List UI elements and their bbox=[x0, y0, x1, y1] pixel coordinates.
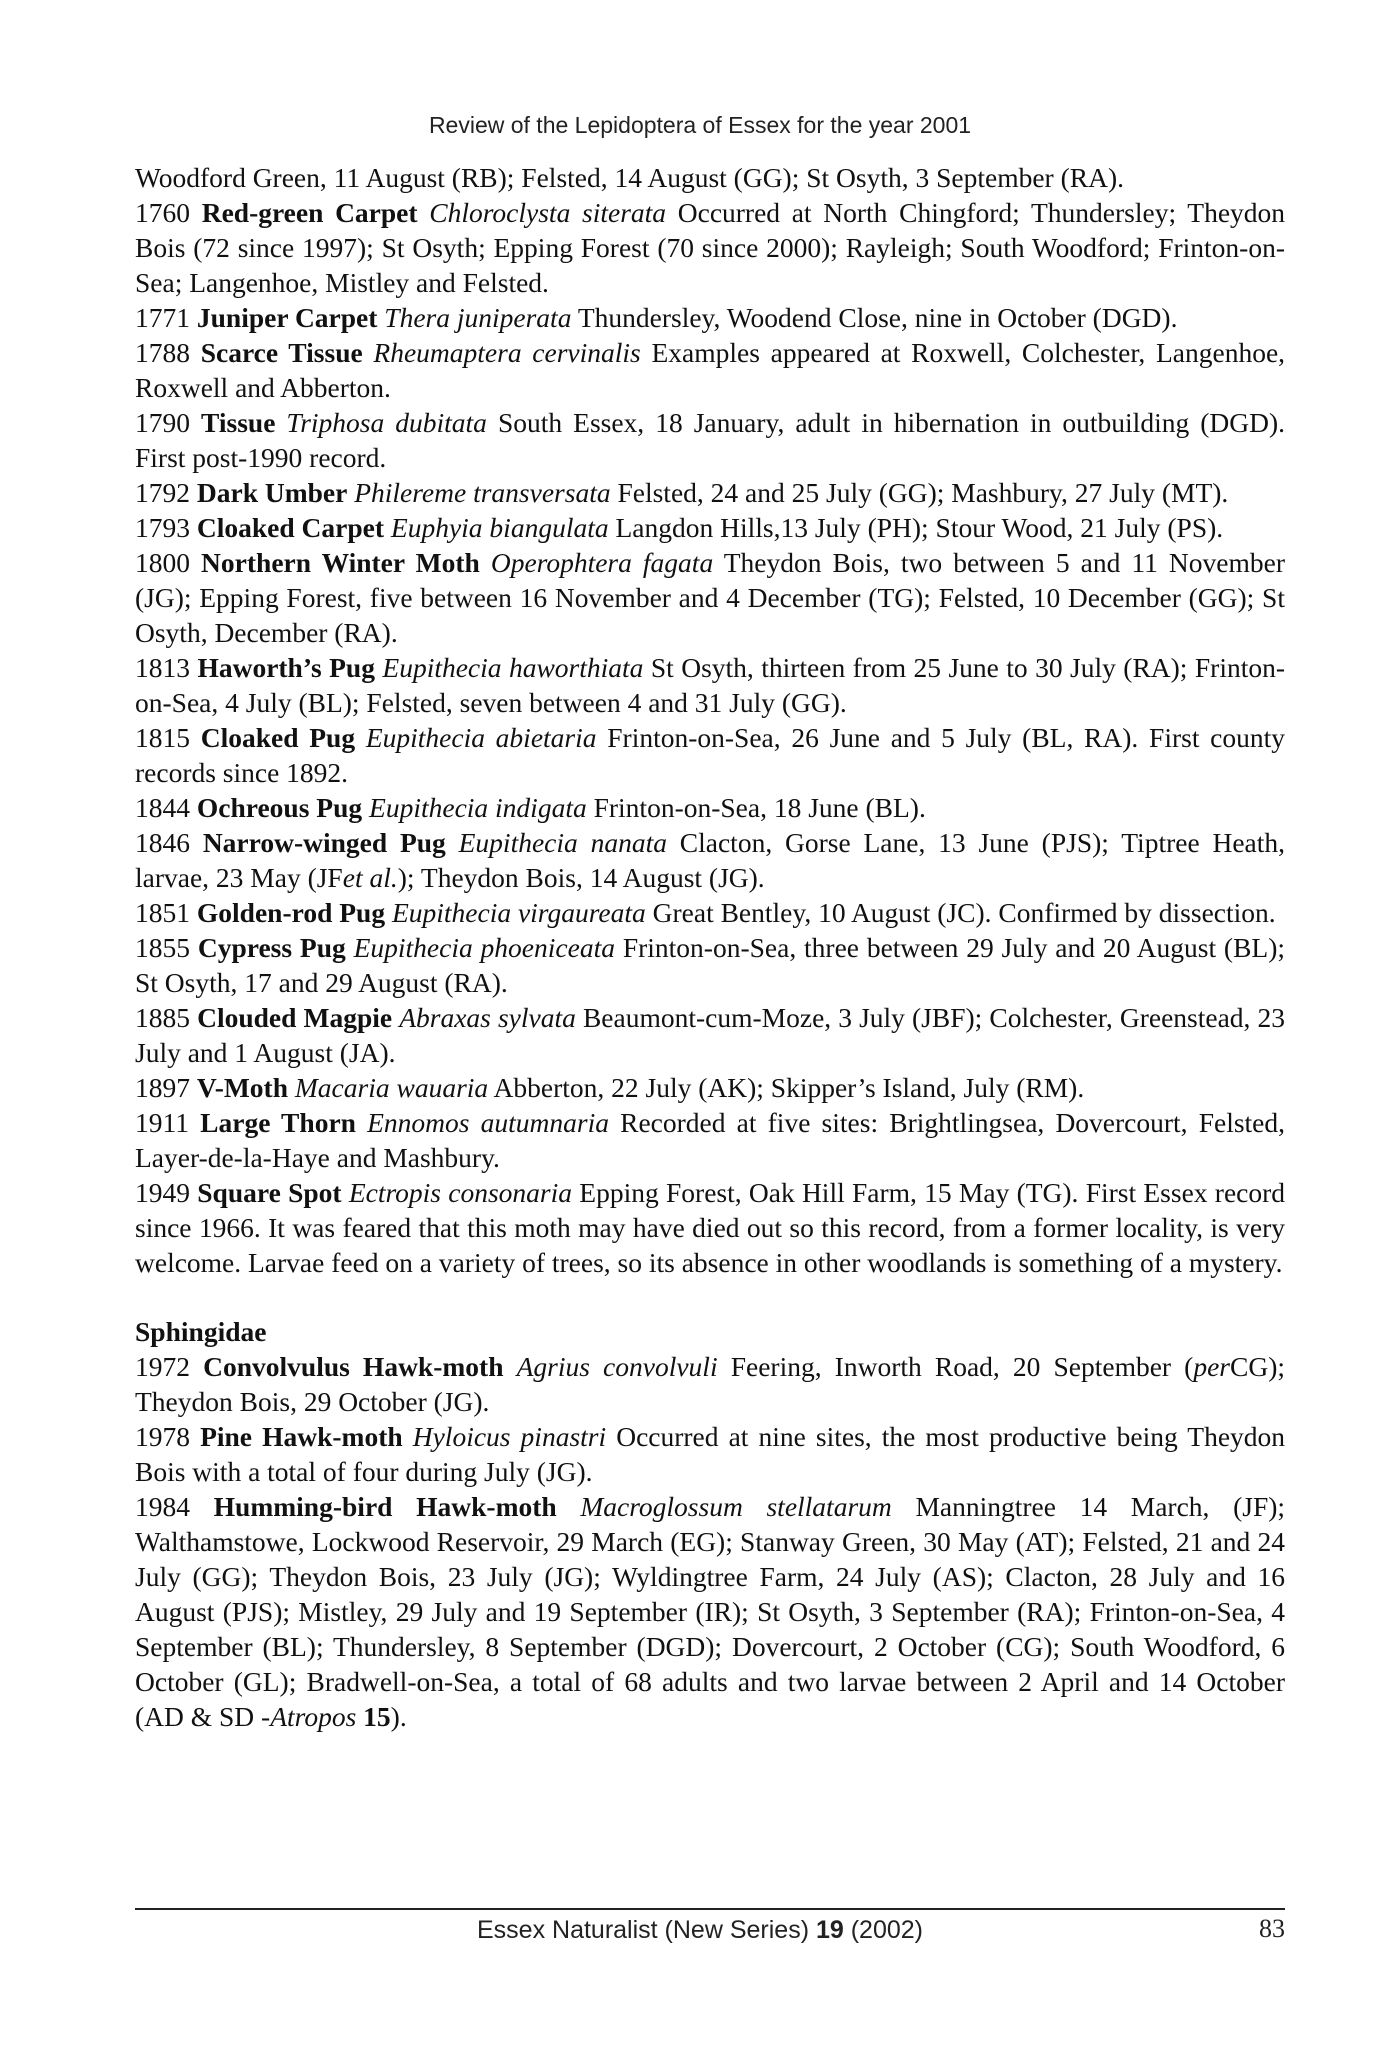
latin-name: Thera juniperata bbox=[384, 302, 572, 333]
common-name: Square Spot bbox=[197, 1177, 342, 1208]
latin-name: Philereme transversata bbox=[354, 477, 611, 508]
record-italic: et al. bbox=[342, 862, 398, 893]
journal-volume: 19 bbox=[815, 1916, 844, 1944]
latin-name: Triphosa dubitata bbox=[286, 407, 487, 438]
record-text: Occurred at nine sites, the most productive being Theydon Bois with a total of four during July (JG). bbox=[135, 1421, 1286, 1487]
species-entry bbox=[135, 475, 1285, 510]
species-entry bbox=[135, 300, 1285, 335]
latin-name: Macroglossum stellatarum bbox=[580, 1491, 892, 1522]
common-name: Northern Winter Moth bbox=[201, 547, 480, 578]
common-name: Ochreous Pug bbox=[196, 792, 363, 823]
species-entry bbox=[135, 650, 1285, 720]
record-text: Felsted, 24 and 25 July (GG); Mashbury, 27 July (MT). bbox=[617, 477, 1229, 508]
species-entry bbox=[135, 1070, 1285, 1105]
latin-name: Ennomos autumnaria bbox=[367, 1107, 609, 1138]
species-number: 1790 bbox=[135, 407, 190, 438]
record-text: Frinton-on-Sea, 18 June (BL). bbox=[593, 792, 926, 823]
record-text: Manningtree 14 March, (JF); Walthamstowe, Lockwood Reservoir, 29 March (EG); Stanway Green, 30 May (AT); Felsted, 21 and 24 July (GG); Theydon Bois, 23 July (JG); Wyldingtree Farm, 24 July (AS); Clacton, 28 July and 16 August (PJS); Mistley, 29 July and 19 September (IR); St Osyth, 3 September (RA); Frinton-on-Sea, 4 September (BL); Thundersley, 8 September (DGD); Dovercourt, 2 October (CG); South Woodford, 6 October (GL); Bradwell-on-Sea, a total of 68 adults and two larvae between 2 April and 14 October (AD & SD - bbox=[135, 1491, 1286, 1732]
species-entry bbox=[135, 895, 1285, 930]
species-number: 1813 bbox=[135, 652, 190, 683]
species-entry bbox=[135, 510, 1285, 545]
common-name: Cloaked Pug bbox=[200, 722, 356, 753]
record-text: Thundersley, Woodend Close, nine in October (DGD). bbox=[577, 302, 1178, 333]
species-entry bbox=[135, 1489, 1285, 1734]
species-number: 1846 bbox=[135, 827, 190, 858]
common-name: Pine Hawk-moth bbox=[200, 1421, 403, 1452]
species-number: 1771 bbox=[135, 302, 190, 333]
record-text: Occurred at North Chingford; Thundersley; Theydon Bois (72 since 1997); St Osyth; Epping Forest (70 since 2000); Rayleigh; South Woodford; Frinton-on-Sea; Langenhoe, Mistley and Felsted. bbox=[135, 197, 1286, 298]
record-text: St Osyth, thirteen from 25 June to 30 July (RA); Frinton-on-Sea, 4 July (BL); Felsted, seven between 4 and 31 July (GG). bbox=[135, 652, 1286, 718]
species-entry bbox=[135, 405, 1285, 475]
record-text: Frinton-on-Sea, three between 29 July and 20 August (BL); St Osyth, 17 and 29 August (RA). bbox=[135, 932, 1286, 998]
species-number: 1885 bbox=[135, 1002, 190, 1033]
record-italic: per bbox=[1193, 1351, 1231, 1382]
record-text: Langdon Hills,13 July (PH); Stour Wood, 21 July (PS). bbox=[615, 512, 1224, 543]
species-entry bbox=[135, 545, 1285, 650]
species-list bbox=[135, 160, 1285, 1280]
record-text: Woodford Green, 11 August (RB); Felsted, 14 August (GG); St Osyth, 3 September (RA). bbox=[135, 162, 1124, 193]
species-entry bbox=[135, 1000, 1285, 1070]
latin-name: Eupithecia nanata bbox=[458, 827, 667, 858]
latin-name: Ectropis consonaria bbox=[348, 1177, 573, 1208]
record-text: Epping Forest, Oak Hill Farm, 15 May (TG). First Essex record since 1966. It was feared that this moth may have died out so this record, from a former locality, is very welcome. Larvae feed on a variety of trees, so its absence in other woodlands is something of a mystery. bbox=[135, 1177, 1286, 1278]
record-text: Frinton-on-Sea, 26 June and 5 July (BL, RA). First county records since 1892. bbox=[135, 722, 1286, 788]
species-entry bbox=[135, 1349, 1285, 1419]
record-text-continued: CG); Theydon Bois, 29 October (JG). bbox=[135, 1351, 1286, 1417]
species-entry bbox=[135, 160, 1285, 195]
species-number: 1800 bbox=[135, 547, 190, 578]
record-text-continued: ); Theydon Bois, 14 August (JG). bbox=[397, 862, 765, 893]
record-text: Feering, Inworth Road, 20 September ( bbox=[730, 1351, 1194, 1382]
common-name: Narrow-winged Pug bbox=[202, 827, 446, 858]
common-name: Dark Umber bbox=[196, 477, 348, 508]
running-head: Review of the Lepidoptera of Essex for the year 2001 bbox=[428, 112, 972, 138]
species-entry bbox=[135, 195, 1285, 300]
journal-name: Essex Naturalist (New Series) bbox=[476, 1916, 810, 1944]
latin-name: Eupithecia indigata bbox=[369, 792, 587, 823]
common-name: V-Moth bbox=[196, 1072, 289, 1103]
common-name: Clouded Magpie bbox=[197, 1002, 393, 1033]
record-text: Beaumont-cum-Moze, 3 July (JBF); Colchester, Greenstead, 23 July and 1 August (JA). bbox=[135, 1002, 1286, 1068]
record-text: Recorded at five sites: Brightlingsea, Dovercourt, Felsted, Layer-de-la-Haye and Mashbury. bbox=[135, 1107, 1286, 1173]
page-number: 83 bbox=[1259, 1914, 1285, 1943]
species-number: 1792 bbox=[135, 477, 190, 508]
common-name: Convolvulus Hawk-moth bbox=[203, 1351, 504, 1382]
latin-name: Macaria wauaria bbox=[294, 1072, 489, 1103]
common-name: Haworth’s Pug bbox=[197, 652, 375, 683]
common-name: Cypress Pug bbox=[197, 932, 346, 963]
species-number: 1949 bbox=[135, 1177, 190, 1208]
common-name: Large Thorn bbox=[200, 1107, 356, 1138]
species-number: 1815 bbox=[135, 722, 190, 753]
latin-name: Eupithecia abietaria bbox=[365, 722, 597, 753]
record-text: Abberton, 22 July (AK); Skipper’s Island, July (RM). bbox=[493, 1072, 1085, 1103]
species-entry bbox=[135, 1175, 1285, 1280]
species-number: 1793 bbox=[135, 512, 190, 543]
latin-name: Chloroclysta siterata bbox=[429, 197, 667, 228]
common-name: Tissue bbox=[201, 407, 276, 438]
section-species-list bbox=[135, 1349, 1285, 1734]
species-number: 1788 bbox=[135, 337, 190, 368]
latin-name: Operophtera fagata bbox=[490, 547, 714, 578]
record-text: Theydon Bois, two between 5 and 11 November (JG); Epping Forest, five between 16 November and 4 December (TG); Felsted, 10 December (GG); St Osyth, December (RA). bbox=[135, 547, 1285, 648]
record-text-continued: ). bbox=[390, 1701, 407, 1732]
species-number: 1855 bbox=[135, 932, 190, 963]
species-entry bbox=[135, 1419, 1285, 1489]
record-text: Clacton, Gorse Lane, 13 June (PJS); Tiptree Heath, larvae, 23 May (JF bbox=[135, 827, 1286, 893]
common-name: Scarce Tissue bbox=[200, 337, 363, 368]
common-name: Humming-bird Hawk-moth bbox=[213, 1491, 557, 1522]
species-entry bbox=[135, 1105, 1285, 1175]
species-entry bbox=[135, 335, 1285, 405]
species-number: 1851 bbox=[135, 897, 190, 928]
species-number: 1984 bbox=[135, 1491, 190, 1522]
latin-name: Eupithecia phoeniceata bbox=[353, 932, 615, 963]
species-number: 1844 bbox=[135, 792, 190, 823]
latin-name: Agrius convolvuli bbox=[516, 1351, 718, 1382]
species-number: 1897 bbox=[135, 1072, 190, 1103]
latin-name: Eupithecia haworthiata bbox=[382, 652, 644, 683]
latin-name: Euphyia biangulata bbox=[390, 512, 609, 543]
common-name: Juniper Carpet bbox=[196, 302, 378, 333]
common-name: Cloaked Carpet bbox=[196, 512, 385, 543]
footer-rule bbox=[135, 1908, 1285, 1910]
common-name: Golden-rod Pug bbox=[196, 897, 386, 928]
journal-year: (2002) bbox=[850, 1916, 923, 1944]
common-name: Red-green Carpet bbox=[201, 197, 418, 228]
record-italic: Atropos bbox=[270, 1701, 357, 1732]
record-text: Examples appeared at Roxwell, Colchester, Langenhoe, Roxwell and Abberton. bbox=[135, 337, 1286, 403]
body-text bbox=[135, 160, 1285, 1734]
latin-name: Eupithecia virgaureata bbox=[391, 897, 646, 928]
species-entry bbox=[135, 790, 1285, 825]
species-number: 1978 bbox=[135, 1421, 190, 1452]
species-number: 1911 bbox=[135, 1107, 189, 1138]
species-entry bbox=[135, 825, 1285, 895]
latin-name: Abraxas sylvata bbox=[399, 1002, 576, 1033]
latin-name: Hyloicus pinastri bbox=[412, 1421, 607, 1452]
species-entry bbox=[135, 720, 1285, 790]
species-number: 1972 bbox=[135, 1351, 190, 1382]
species-number: 1760 bbox=[135, 197, 190, 228]
record-text: South Essex, 18 January, adult in hibernation in outbuilding (DGD). First post-1990 record. bbox=[135, 407, 1285, 473]
record-text: Great Bentley, 10 August (JC). Confirmed by dissection. bbox=[652, 897, 1276, 928]
species-entry bbox=[135, 930, 1285, 1000]
section-heading: Sphingidae bbox=[135, 1316, 267, 1347]
record-bold: 15 bbox=[363, 1701, 391, 1732]
latin-name: Rheumaptera cervinalis bbox=[373, 337, 641, 368]
footer-journal bbox=[0, 1916, 1400, 1945]
